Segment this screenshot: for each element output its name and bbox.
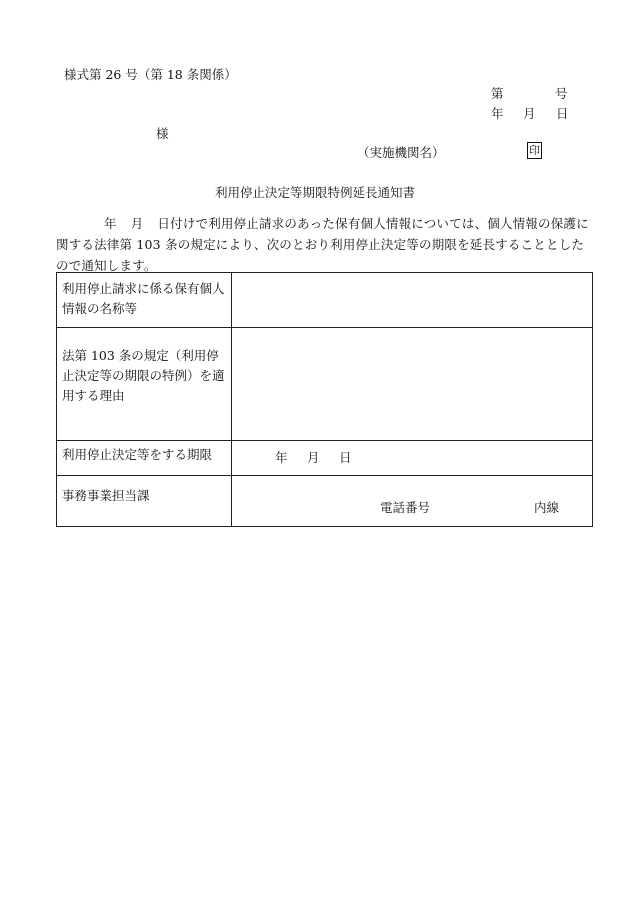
document-number-suffix: 号: [555, 86, 568, 101]
body-paragraph: [56, 213, 596, 276]
body-year-label: 年: [104, 216, 117, 231]
table-row: [57, 441, 593, 476]
deadline-month-label: 月: [307, 450, 320, 465]
date-month-label: 月: [523, 106, 536, 121]
seal-stamp: 印: [529, 144, 540, 157]
body-month-label: 月: [130, 216, 144, 231]
document-number-prefix: 第: [491, 86, 504, 101]
form-number: 様式第 26 号（第 18 条関係）: [64, 67, 237, 82]
date-year-label: 年: [491, 106, 504, 121]
agency-name: （実施機関名）: [357, 145, 445, 160]
table-row: [57, 328, 593, 441]
table-row: [57, 476, 593, 527]
deadline-label: 利用停止決定等をする期限: [57, 441, 232, 476]
table-row: [57, 273, 593, 328]
deadline-field[interactable]: [232, 441, 593, 476]
body-text: 日付けで利用停止請求のあった保有個人情報については、個人情報の保護に関する法律第 103 条の規定により、次のとおり利用停止決定等の期限を延長することとしたので通知します。: [56, 216, 589, 273]
info-name-label: 利用停止請求に係る保有個人情報の名称等: [57, 273, 232, 328]
extension-label: 内線: [534, 500, 560, 515]
deadline-year-label: 年: [275, 450, 288, 465]
addressee-honorific: 様: [156, 126, 169, 141]
reason-label: 法第 103 条の規定（利用停止決定等の期限の特例）を適用する理由: [57, 328, 232, 441]
deadline-day-label: 日: [339, 450, 352, 465]
info-name-field[interactable]: [232, 273, 593, 328]
phone-number-label: 電話番号: [380, 500, 431, 515]
department-label: 事務事業担当課: [57, 476, 232, 527]
date-day-label: 日: [556, 106, 569, 121]
department-field[interactable]: [232, 476, 593, 527]
info-table: [56, 272, 593, 527]
document-title: 利用停止決定等期限特例延長通知書: [214, 185, 415, 200]
reason-field[interactable]: [232, 328, 593, 441]
